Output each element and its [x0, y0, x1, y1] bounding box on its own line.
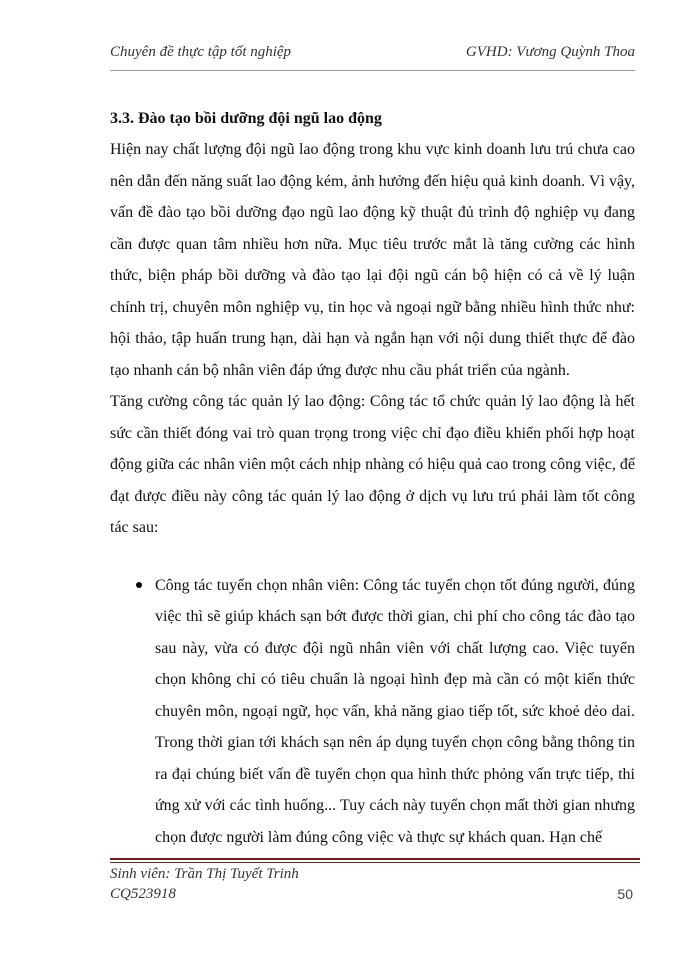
page-header: [110, 44, 635, 66]
paragraph-labor-management: Tăng cường công tác quản lý lao động: Công tác tổ chức quản lý lao động là hết sức cần thiết đóng vai trò quan trọng trong việc chỉ đạo điều khiển phối hợp hoạt động giữa các nhân viên một cách nhịp nhàng có hiệu quả cao trong công việc, để đạt được điều này công tác quản lý lao động ở dịch vụ lưu trú phải làm tốt công tác sau:: [110, 393, 635, 536]
header-supervisor: GVHD: Vương Quỳnh Thoa: [465, 44, 635, 60]
bullet-recruitment-text: Công tác tuyển chọn nhân viên: Công tác tuyển chọn tốt đúng người, đúng việc thì sẽ giúp khách sạn bớt được thời gian, chi phí cho công tác đào tạo sau này, vừa có được đội ngũ nhân viên với chất lượng cao. Việc tuyển chọn không chỉ có tiêu chuẩn là ngoại hình đẹp mà cần có một kiến thức chuyên môn, ngoại ngữ, học vấn, khả năng giao tiếp tốt, sức khoẻ dẻo dai. Trong thời gian tới khách sạn nên áp dụng tuyển chọn công bằng thông tin ra đại chúng biết vấn đề tuyển chọn qua hình thức phỏng vấn trực tiếp, thi ứng xử với các tình huống... Tuy cách này tuyển chọn mất thời gian nhưng chọn được người làm đúng công việc và thực sự khách quan. Hạn chế: [155, 576, 635, 846]
bullet-list-item: [110, 570, 635, 854]
section-heading: 3.3. Đào tạo bồi dưỡng đội ngũ lao động: [110, 110, 382, 127]
footer-page-number: 50: [617, 886, 633, 902]
bullet-icon: [136, 582, 142, 588]
header-divider: [110, 70, 635, 71]
header-document-title: Chuyên đề thực tập tốt nghiệp: [110, 44, 292, 60]
footer-student-name: Sinh viên: Trần Thị Tuyết Trinh: [110, 866, 299, 882]
footer-divider-thick: [110, 858, 640, 860]
paragraph-training: Hiện nay chất lượng đội ngũ lao động trong khu vực kinh doanh lưu trú chưa cao nên dẫn đến năng suất lao động kém, ảnh hưởng đến hiệu quả kinh doanh. Vì vậy, vấn đề đào tạo bồi dưỡng đạo ngũ lao động kỹ thuật đủ trình độ nghiệp vụ đang cần được quan tâm nhiều hơn nữa. Mục tiêu trước mắt là tăng cường các hình thức, biện pháp bồi dưỡng và đào tạo lại đội ngũ cán bộ hiện có cả về lý luận chính trị, chuyên môn nghiệp vụ, tin học và ngoại ngữ bằng nhiều hình thức như: hội thảo, tập huấn trung hạn, dài hạn và ngắn hạn với nội dung thiết thực để đào tạo nhanh cán bộ nhân viên đáp ứng được nhu cầu phát triển của ngành.: [110, 141, 635, 379]
footer-divider-thin: [110, 862, 640, 863]
page-body: [110, 96, 635, 853]
footer-student-code: CQ523918: [110, 886, 176, 902]
